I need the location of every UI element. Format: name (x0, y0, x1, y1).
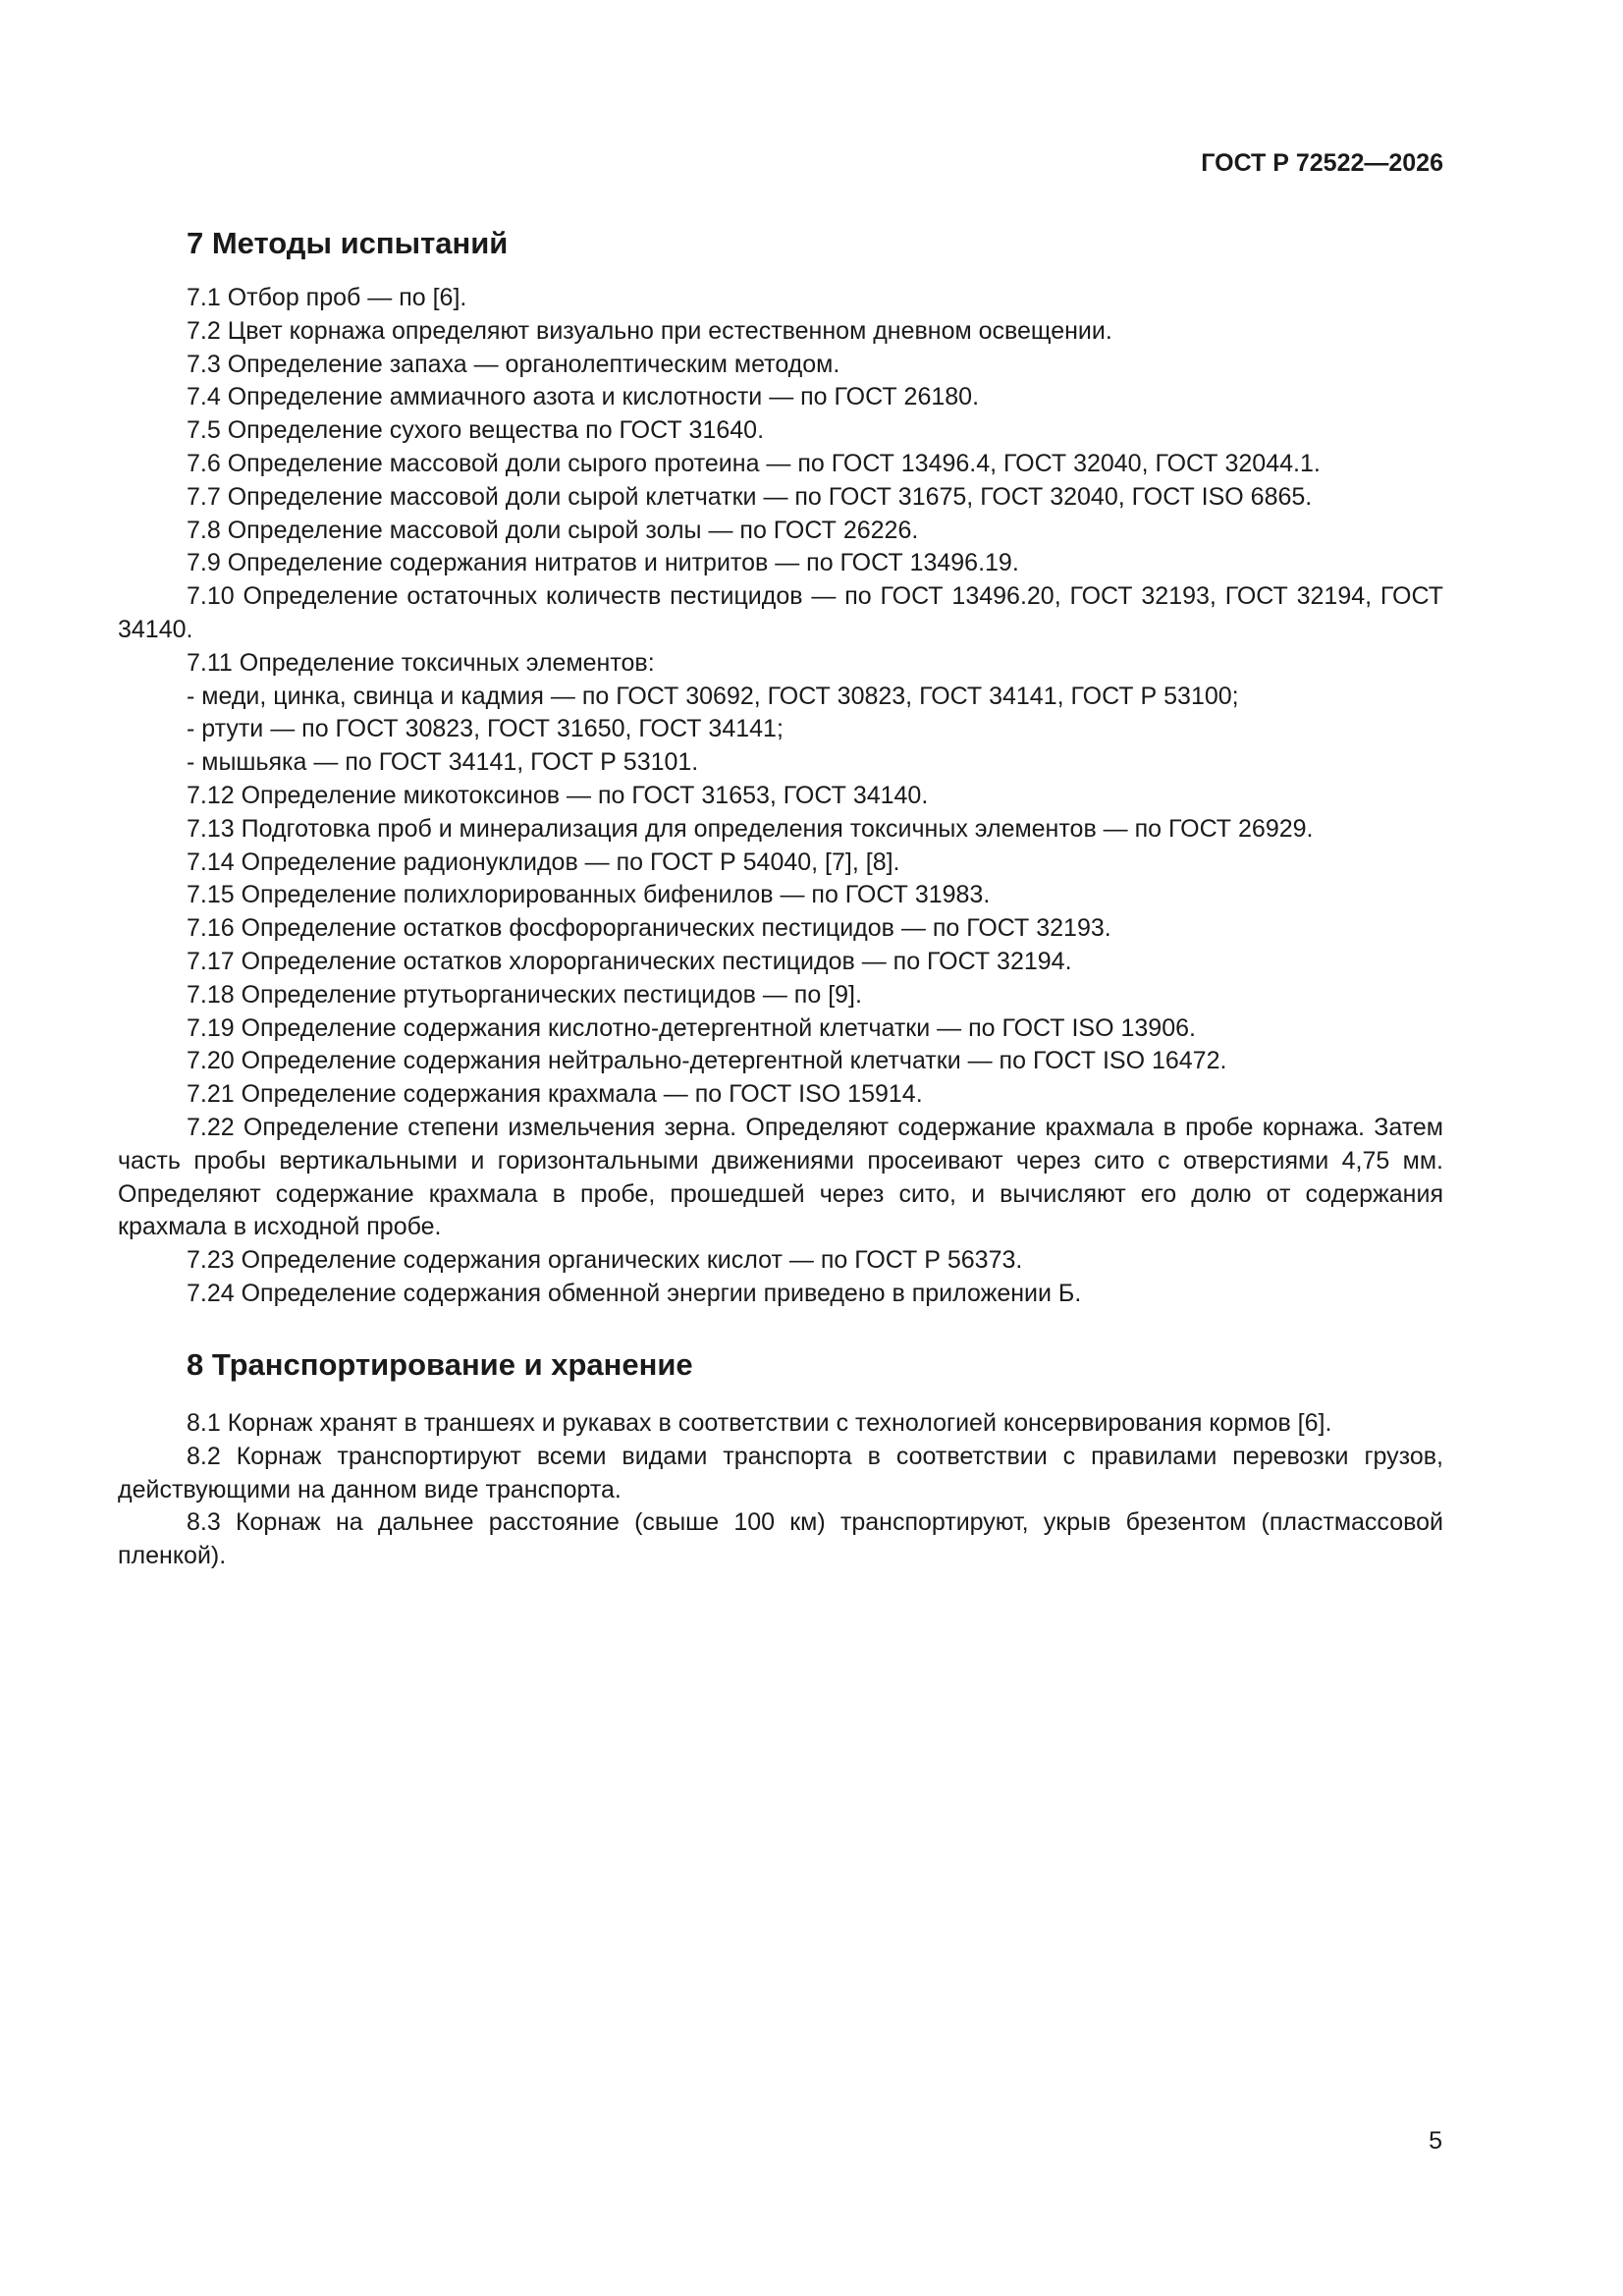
section-test-methods (118, 224, 1443, 1311)
section-transport-storage (118, 1345, 1443, 1573)
item-7-18: 7.18 Определение ртутьорганических пестицидов — по [9]. (187, 980, 862, 1009)
item-8-3: 8.3 Корнаж на дальнее расстояние (свыше 100 км) транспортируют, укрыв брезентом (пластмассовой пленкой). (118, 1508, 1443, 1570)
item-7-9: 7.9 Определение содержания нитратов и нитритов — по ГОСТ 13496.19. (187, 549, 1019, 577)
item-7-23: 7.23 Определение содержания органических кислот — по ГОСТ Р 56373. (187, 1246, 1023, 1275)
item-7-11: 7.11 Определение токсичных элементов: (187, 648, 655, 677)
item-7-10: 7.10 Определение остаточных количеств пестицидов — по ГОСТ 13496.20, ГОСТ 32193, ГОСТ 32194, ГОСТ 34140. (118, 582, 1443, 643)
section-title: 7 Методы испытаний (187, 226, 509, 260)
item-7-5: 7.5 Определение сухого вещества по ГОСТ 31640. (187, 416, 765, 445)
item-8-1: 8.1 Корнаж хранят в траншеях и рукавах в соответствии с технологией консервирования кормов [6]. (187, 1409, 1332, 1437)
item-7-17: 7.17 Определение остатков хлорорганических пестицидов — по ГОСТ 32194. (187, 947, 1072, 975)
item-7-21: 7.21 Определение содержания крахмала — по ГОСТ ISO 15914. (187, 1080, 923, 1109)
section-title: 8 Транспортирование и хранение (187, 1347, 693, 1382)
item-7-1: 7.1 Отбор проб — по [6]. (187, 284, 467, 311)
item-7-11-mercury: - ртути — по ГОСТ 30823, ГОСТ 31650, ГОСТ 34141; (187, 715, 784, 743)
section-body (118, 1407, 1443, 1573)
page-number: 5 (1429, 2127, 1442, 2155)
item-7-11-copper-zinc: - меди, цинка, свинца и кадмия — по ГОСТ 30692, ГОСТ 30823, ГОСТ 34141, ГОСТ Р 53100; (187, 682, 1239, 710)
item-7-12: 7.12 Определение микотоксинов — по ГОСТ 31653, ГОСТ 34140. (187, 781, 929, 809)
document-code: ГОСТ Р 72522—2026 (1201, 149, 1443, 177)
item-7-6: 7.6 Определение массовой доли сырого протеина — по ГОСТ 13496.4, ГОСТ 32040, ГОСТ 32044.1. (187, 449, 1321, 477)
item-7-11-arsenic: - мышьяка — по ГОСТ 34141, ГОСТ Р 53101. (187, 748, 699, 777)
item-7-24: 7.24 Определение содержания обменной энергии приведено в приложении Б. (187, 1279, 1082, 1307)
item-7-3: 7.3 Определение запаха — органолептическим методом. (187, 350, 840, 378)
item-7-7: 7.7 Определение массовой доли сырой клетчатки — по ГОСТ 31675, ГОСТ 32040, ГОСТ ISO 6865. (187, 482, 1313, 511)
item-7-20: 7.20 Определение содержания нейтрально-детергентной клетчатки — по ГОСТ ISO 16472. (187, 1047, 1227, 1075)
item-7-19: 7.19 Определение содержания кислотно-детергентной клетчатки — по ГОСТ ISO 13906. (187, 1013, 1196, 1042)
item-7-14: 7.14 Определение радионуклидов — по ГОСТ Р 54040, [7], [8]. (187, 847, 900, 876)
item-7-2: 7.2 Цвет корнажа определяют визуально при естественном дневном освещении. (187, 316, 1112, 345)
item-7-22: 7.22 Определение степени измельчения зерна. Определяют содержание крахмала в пробе корнажа. Затем часть пробы вертикальными и горизонтальными движениями просеивают через сито с отверстиями 4,75 мм. Определяют содержание крахмала в пробе, прошедшей через сито, и вычисляют его долю от содержания крахмала в исходной пробе. (118, 1113, 1443, 1241)
item-7-15: 7.15 Определение полихлорированных бифенилов — по ГОСТ 31983. (187, 881, 991, 909)
item-7-13: 7.13 Подготовка проб и минерализация для определения токсичных элементов — по ГОСТ 26929. (187, 814, 1314, 843)
section-body (118, 282, 1443, 1311)
item-8-2: 8.2 Корнаж транспортируют всеми видами транспорта в соответствии с правилами перевозки грузов, действующими на данном виде транспорта. (118, 1442, 1443, 1503)
item-7-8: 7.8 Определение массовой доли сырой золы — по ГОСТ 26226. (187, 516, 919, 544)
item-7-16: 7.16 Определение остатков фосфорорганических пестицидов — по ГОСТ 32193. (187, 914, 1111, 943)
item-7-4: 7.4 Определение аммиачного азота и кислотности — по ГОСТ 26180. (187, 383, 980, 411)
